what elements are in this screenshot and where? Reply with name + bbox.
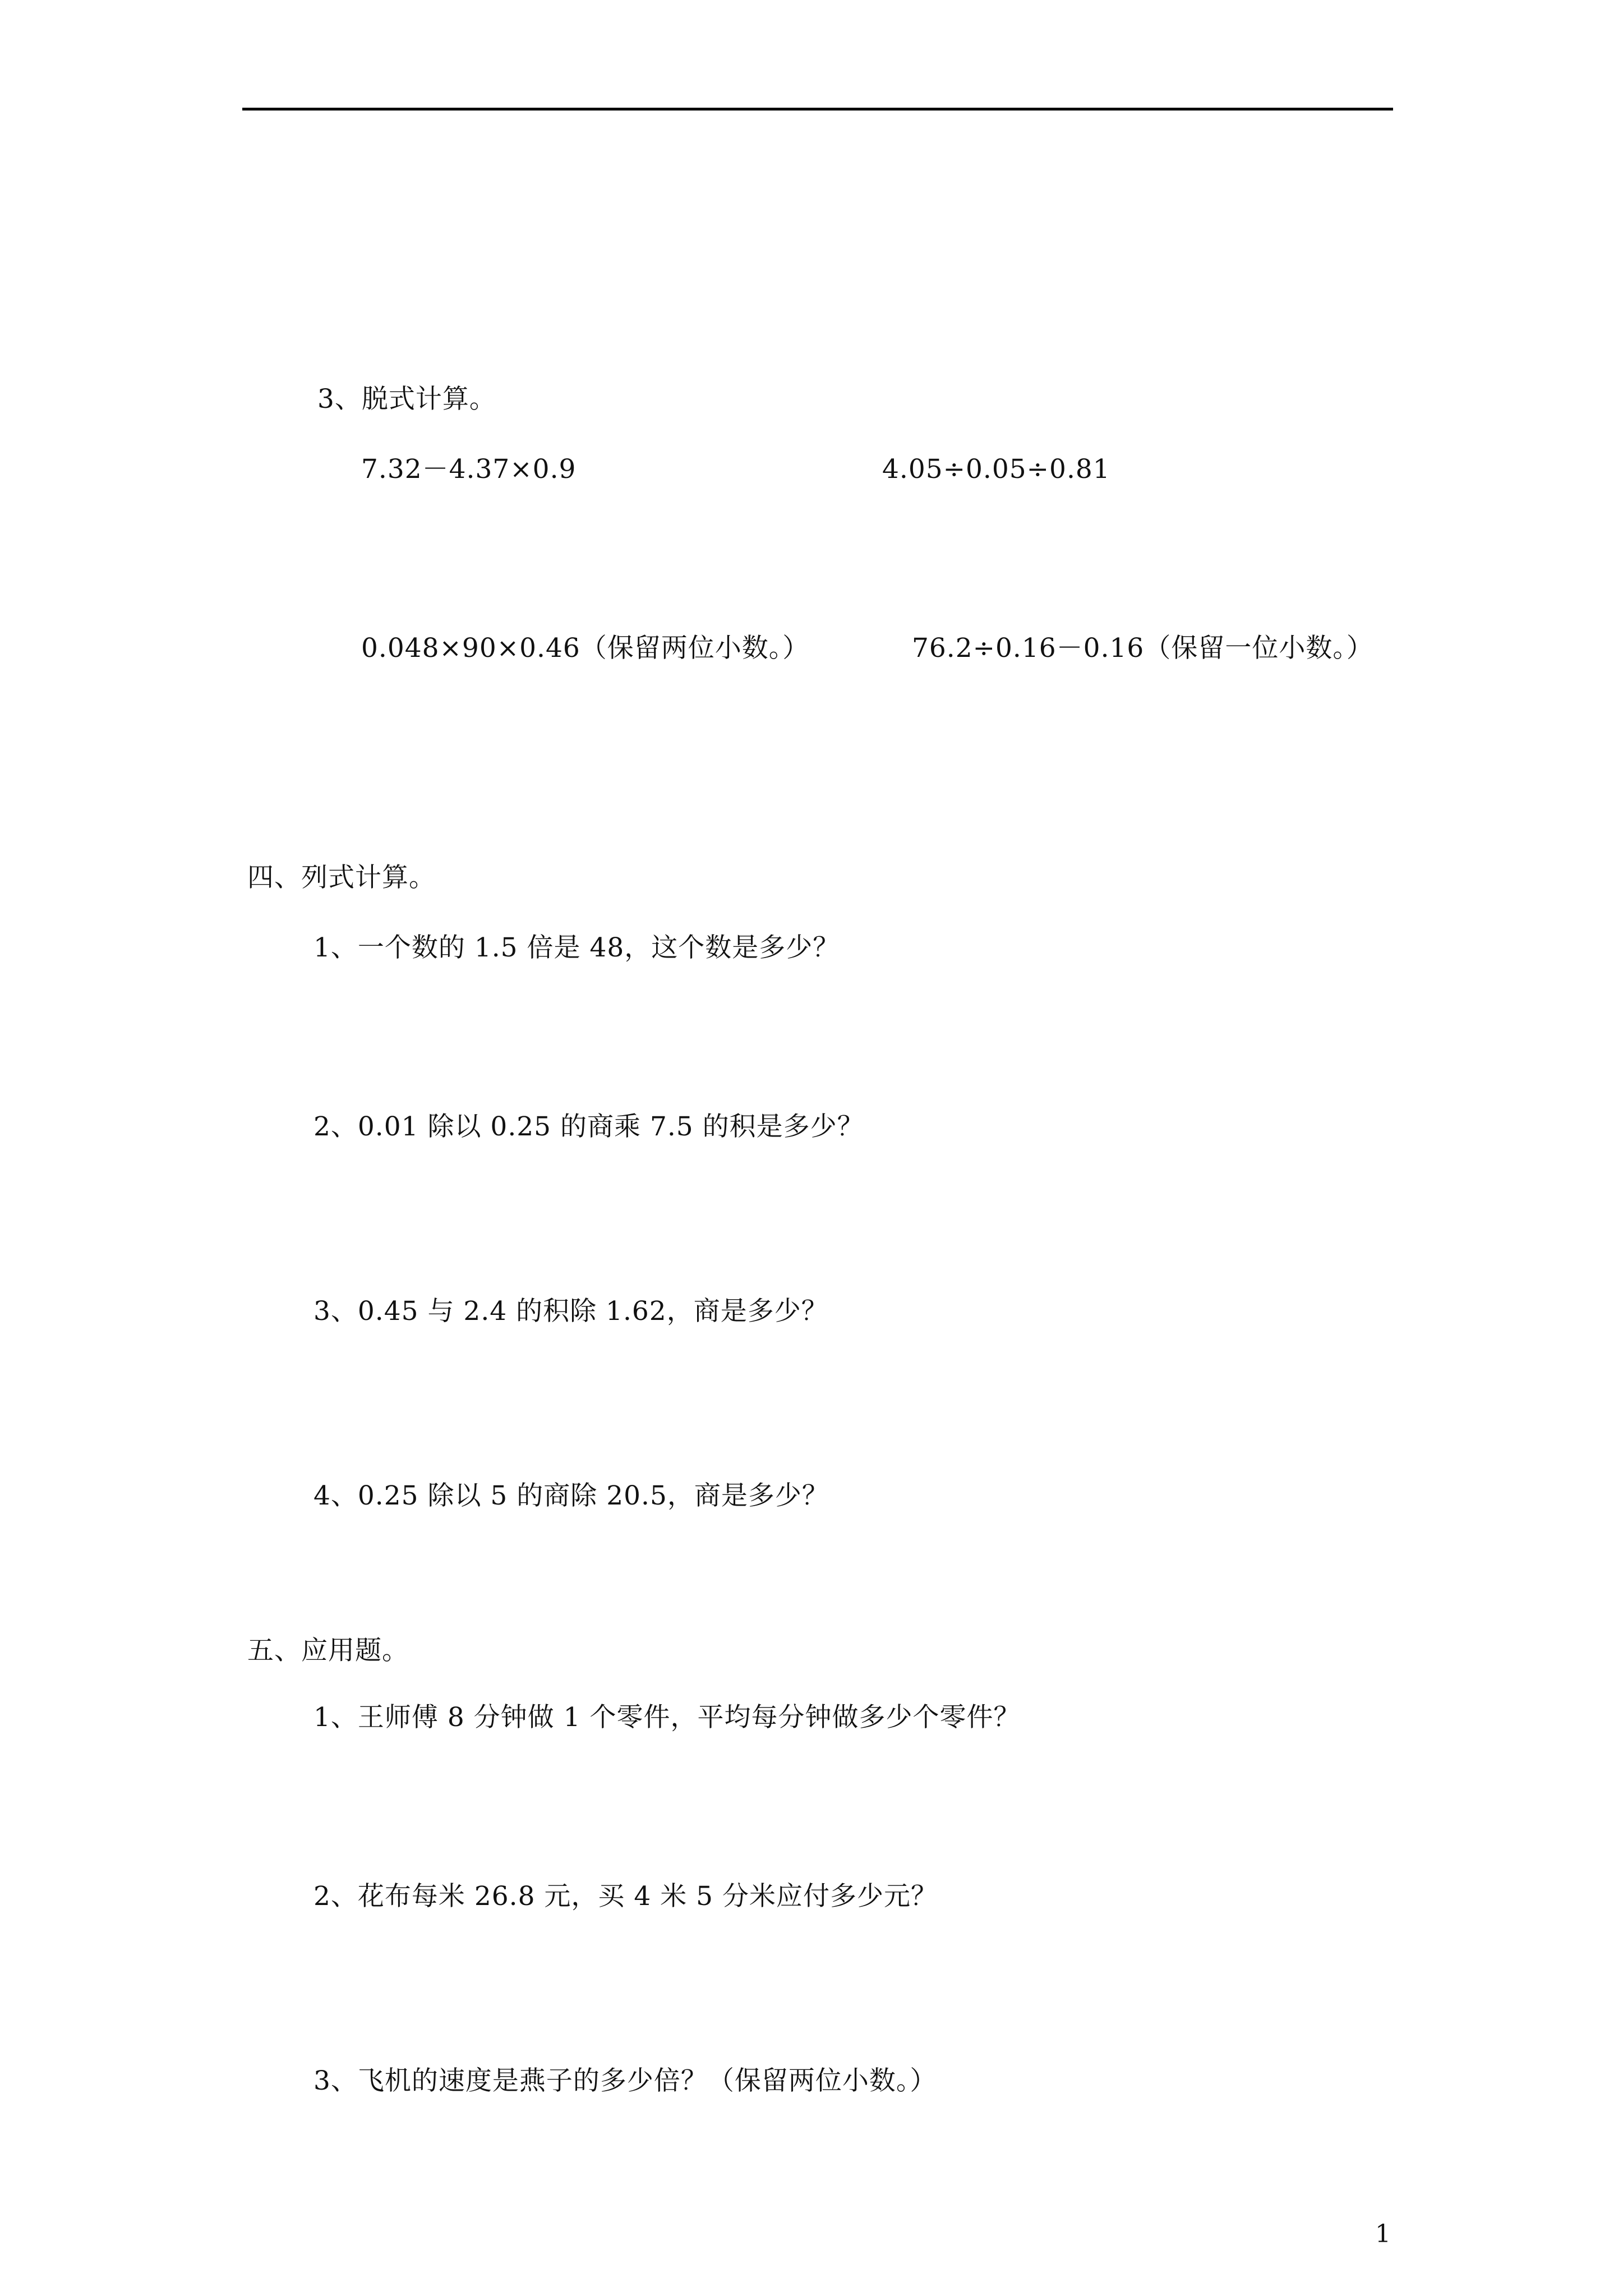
- calc-expression-4: 76.2÷0.16－0.16（保留一位小数。）: [912, 633, 1373, 664]
- section-4-question-1: 1、一个数的 1.5 倍是 48，这个数是多少？: [313, 932, 840, 963]
- section-4-question-3: 3、0.45 与 2.4 的积除 1.62，商是多少？: [313, 1296, 828, 1327]
- calc-expression-1: 7.32－4.37×0.9: [361, 454, 577, 485]
- section-5-question-1: 1、王师傅 8 分钟做 1 个零件，平均每分钟做多少个零件？: [313, 1702, 1021, 1733]
- section-4-heading: 四、列式计算。: [247, 862, 436, 893]
- section-5-question-2: 2、花布每米 26.8 元，买 4 米 5 分米应付多少元？: [313, 1881, 938, 1912]
- section-4-question-2: 2、0.01 除以 0.25 的商乘 7.5 的积是多少？: [313, 1111, 864, 1142]
- calc-expression-3: 0.048×90×0.46（保留两位小数。）: [361, 633, 810, 664]
- page-number: 1: [1375, 2220, 1391, 2248]
- header-rule: [242, 108, 1393, 111]
- section-4-question-4: 4、0.25 除以 5 的商除 20.5，商是多少？: [313, 1480, 829, 1511]
- section-5-question-3: 3、飞机的速度是燕子的多少倍？（保留两位小数。）: [313, 2065, 937, 2096]
- calc-section-heading: 3、脱式计算。: [317, 384, 496, 415]
- section-5-heading: 五、应用题。: [247, 1635, 409, 1666]
- calc-expression-2: 4.05÷0.05÷0.81: [882, 454, 1110, 485]
